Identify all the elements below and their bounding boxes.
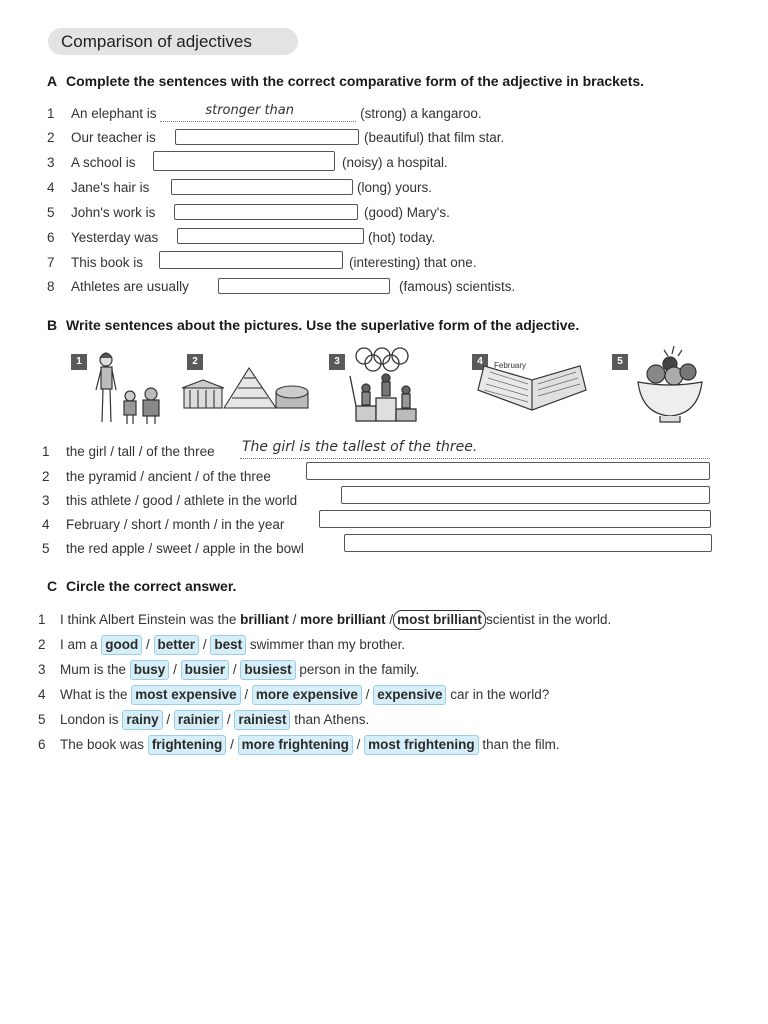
c-item-2: I am a good / better / best swimmer than my brother. xyxy=(60,635,405,655)
c-item-6-option-1[interactable]: frightening xyxy=(148,735,227,755)
c-item-5-post: than Athens. xyxy=(294,712,370,727)
a-item-number: 8 xyxy=(47,279,55,294)
a-item-6-pre: Yesterday was xyxy=(71,230,159,245)
c-item-4-option-2[interactable]: more expensive xyxy=(252,685,362,705)
a-item-number: 5 xyxy=(47,205,55,220)
b-item-4-answer-box[interactable] xyxy=(319,510,711,528)
a-item-1 xyxy=(71,104,482,124)
picture-number: 1 xyxy=(71,354,87,370)
section-b-heading xyxy=(47,317,579,333)
section-b-letter: B xyxy=(47,317,58,333)
b-item-number: 5 xyxy=(42,541,50,556)
c-item-4: What is the most expensive / more expensive / expensive car in the world? xyxy=(60,685,549,705)
c-item-number: 2 xyxy=(38,637,46,652)
fruit-bowl-illustration xyxy=(634,344,706,426)
picture-number: 2 xyxy=(187,354,203,370)
b-item-2-answer-box[interactable] xyxy=(306,462,710,480)
a-item-8-answer-box[interactable] xyxy=(218,278,390,294)
b-item-3-prompt: this athlete / good / athlete in the world xyxy=(66,493,298,508)
c-item-6-pre: The book was xyxy=(60,737,145,752)
a-item-4-answer-box[interactable] xyxy=(171,179,353,195)
c-item-number: 5 xyxy=(38,712,46,727)
a-item-3-pre: A school is xyxy=(71,155,136,170)
picture-number: 4 xyxy=(472,354,488,370)
c-item-1-post: scientist in the world. xyxy=(485,612,612,627)
picture-number: 3 xyxy=(329,354,345,370)
c-item-2-pre: I am a xyxy=(60,637,98,652)
b-item-number: 1 xyxy=(42,444,50,459)
c-item-3: Mum is the busy / busier / busiest person in the family. xyxy=(60,660,419,680)
section-c-heading xyxy=(47,578,236,594)
b-item-2-prompt: the pyramid / ancient / of the three xyxy=(66,469,271,484)
a-item-number: 3 xyxy=(47,155,55,170)
c-item-3-option-1[interactable]: busy xyxy=(130,660,170,680)
b-item-5-answer-box[interactable] xyxy=(344,534,712,552)
c-item-1-option-3[interactable]: most brilliant xyxy=(393,610,486,630)
section-b-instruction: Write sentences about the pictures. Use the superlative form of the adjective. xyxy=(66,317,580,333)
c-item-1-pre: I think Albert Einstein was the xyxy=(60,612,237,627)
a-item-number: 6 xyxy=(47,230,55,245)
section-a-letter: A xyxy=(47,73,58,89)
a-item-8-post: (famous) scientists. xyxy=(399,279,516,294)
a-item-6-post: (hot) today. xyxy=(368,230,436,245)
a-item-7-answer-box[interactable] xyxy=(159,251,343,269)
a-item-1-pre: An elephant is xyxy=(71,106,157,121)
c-item-1-option-2[interactable]: more brilliant xyxy=(300,612,386,627)
b-item-number: 4 xyxy=(42,517,50,532)
c-item-number: 1 xyxy=(38,612,46,627)
a-item-5-pre: John's work is xyxy=(71,205,156,220)
a-item-number: 4 xyxy=(47,180,55,195)
c-item-3-option-3[interactable]: busiest xyxy=(240,660,295,680)
c-item-5: London is rainy / rainier / rainiest than Athens. xyxy=(60,710,369,730)
section-a-heading xyxy=(47,73,644,89)
a-item-2-answer-box[interactable] xyxy=(175,129,359,145)
b-item-3-answer-box[interactable] xyxy=(341,486,710,504)
a-item-3-answer-box[interactable] xyxy=(153,151,335,171)
a-item-7-pre: This book is xyxy=(71,255,144,270)
c-item-3-pre: Mum is the xyxy=(60,662,127,677)
a-item-7-post: (interesting) that one. xyxy=(349,255,477,270)
a-item-6-answer-box[interactable] xyxy=(177,228,364,244)
section-a-instruction: Complete the sentences with the correct comparative form of the adjective in brackets. xyxy=(66,73,645,89)
c-item-1: I think Albert Einstein was the brilliant / more brilliant / most brilliant scientist in the world. xyxy=(60,610,611,630)
b-item-1-answer: The girl is the tallest of the three. xyxy=(242,439,478,455)
a-item-4-post: (long) yours. xyxy=(357,180,433,195)
c-item-3-post: person in the family. xyxy=(299,662,420,677)
pyramid-and-buildings-illustration xyxy=(182,358,312,413)
c-item-2-option-3[interactable]: best xyxy=(210,635,246,655)
a-item-3-post: (noisy) a hospital. xyxy=(342,155,448,170)
c-item-3-option-2[interactable]: busier xyxy=(181,660,230,680)
girl-and-children-illustration xyxy=(90,350,170,430)
a-item-1-answer-line xyxy=(160,102,356,122)
a-item-number: 2 xyxy=(47,130,55,145)
c-item-4-post: car in the world? xyxy=(450,687,550,702)
c-item-5-pre: London is xyxy=(60,712,119,727)
c-item-5-option-3[interactable]: rainiest xyxy=(234,710,290,730)
c-item-2-option-2[interactable]: better xyxy=(154,635,200,655)
calendar-book-illustration xyxy=(476,350,588,418)
a-item-2-post: (beautiful) that film star. xyxy=(364,130,505,145)
c-item-6: The book was frightening / more frightening / most frightening than the film. xyxy=(60,735,560,755)
c-item-4-option-1[interactable]: most expensive xyxy=(131,685,240,705)
c-item-2-option-1[interactable]: good xyxy=(101,635,142,655)
c-item-number: 6 xyxy=(38,737,46,752)
b-item-number: 3 xyxy=(42,493,50,508)
a-item-5-answer-box[interactable] xyxy=(174,204,358,220)
calendar-month-label: February xyxy=(494,361,527,370)
b-item-1-prompt: the girl / tall / of the three xyxy=(66,444,215,459)
a-item-number: 7 xyxy=(47,255,55,270)
section-c-instruction: Circle the correct answer. xyxy=(66,578,237,594)
a-item-8-pre: Athletes are usually xyxy=(71,279,189,294)
c-item-number: 3 xyxy=(38,662,46,677)
b-item-number: 2 xyxy=(42,469,50,484)
podium-athletes-illustration xyxy=(346,346,431,426)
section-c-letter: C xyxy=(47,578,58,594)
b-item-4-prompt: February / short / month / in the year xyxy=(66,517,285,532)
c-item-5-option-1[interactable]: rainy xyxy=(122,710,162,730)
c-item-6-option-2[interactable]: more frightening xyxy=(238,735,353,755)
a-item-1-post: (strong) a kangaroo. xyxy=(360,106,482,121)
c-item-6-post: than the film. xyxy=(482,737,560,752)
a-item-5-post: (good) Mary's. xyxy=(364,205,450,220)
c-item-4-option-3[interactable]: expensive xyxy=(373,685,446,705)
b-item-5-prompt: the red apple / sweet / apple in the bowl xyxy=(66,541,304,556)
c-item-5-option-2[interactable]: rainier xyxy=(174,710,223,730)
c-item-1-option-1[interactable]: brilliant xyxy=(240,612,289,627)
c-item-6-option-3[interactable]: most frightening xyxy=(364,735,479,755)
a-item-2-pre: Our teacher is xyxy=(71,130,156,145)
picture-number: 5 xyxy=(612,354,628,370)
c-item-number: 4 xyxy=(38,687,46,702)
a-item-number: 1 xyxy=(47,106,55,121)
a-item-1-answer: stronger than xyxy=(205,102,295,118)
c-item-4-pre: What is the xyxy=(60,687,128,702)
worksheet-title: Comparison of adjectives xyxy=(48,28,298,55)
c-item-2-post: swimmer than my brother. xyxy=(249,637,406,652)
a-item-4-pre: Jane's hair is xyxy=(71,180,150,195)
